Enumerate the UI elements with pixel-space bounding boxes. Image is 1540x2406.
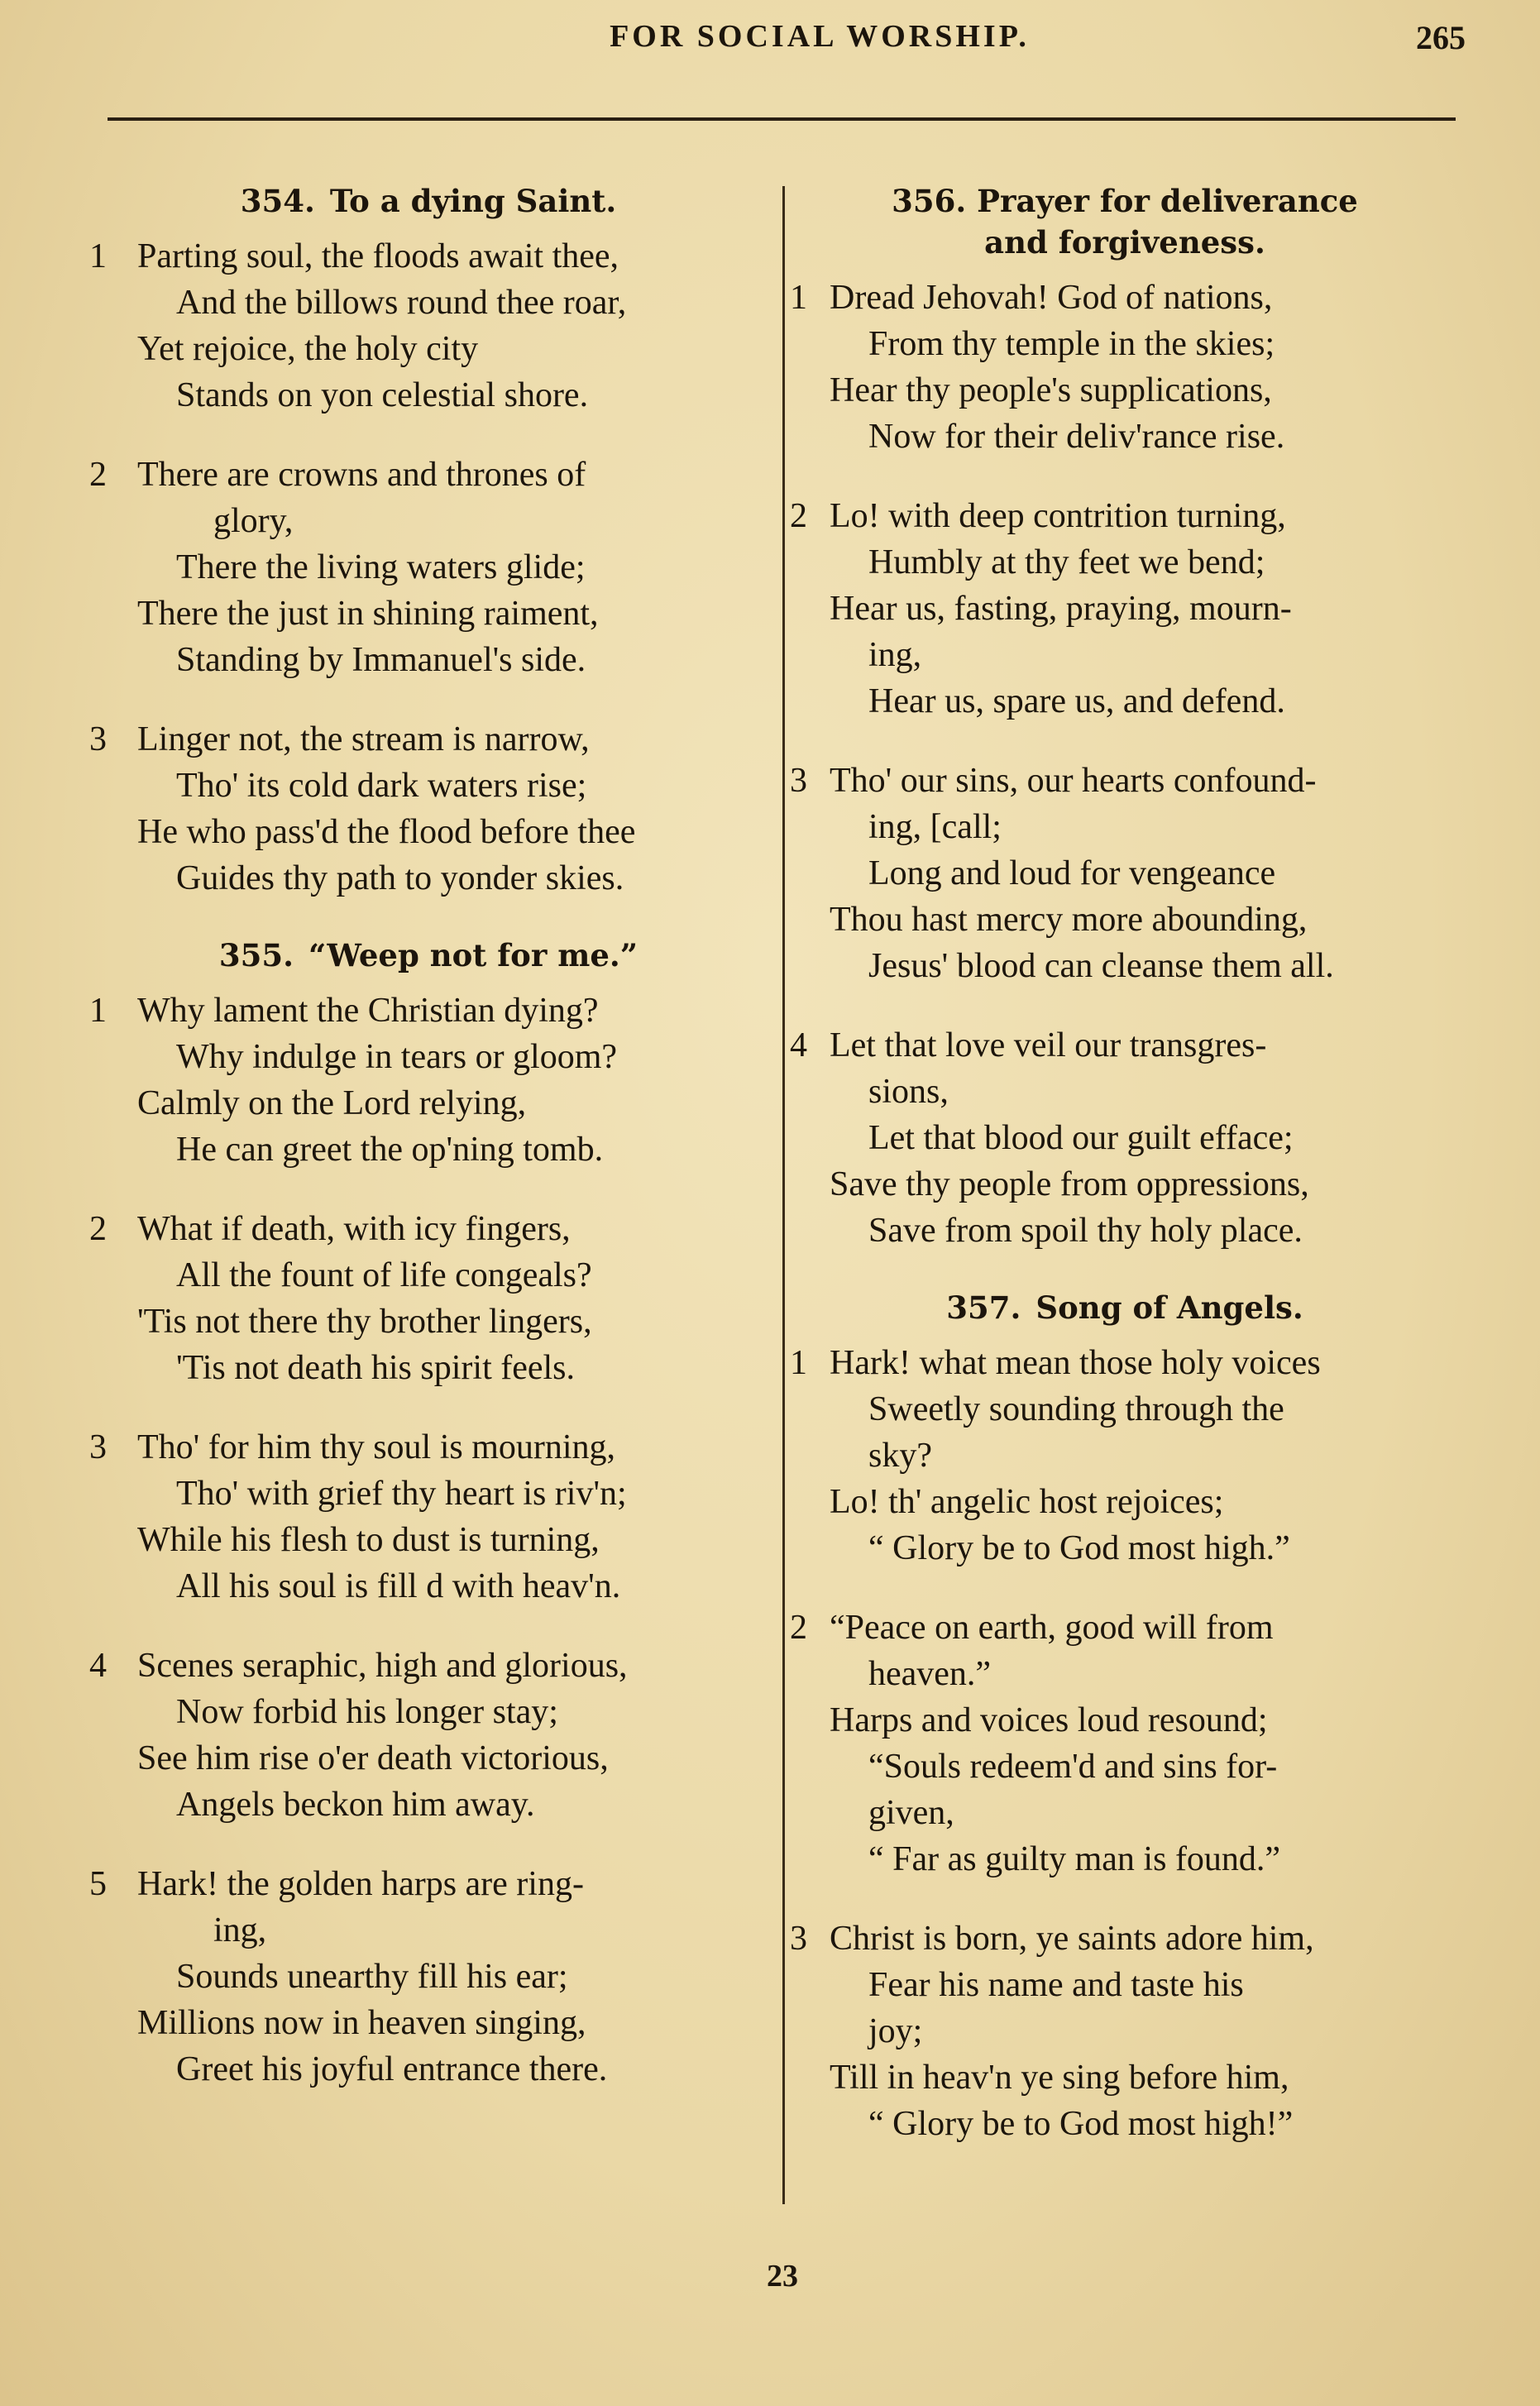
verse [89, 1206, 768, 1391]
verse-line: Guides thy path to yonder skies. [176, 859, 624, 897]
verse-line: Hark! what mean those holy voices [830, 1344, 1321, 1382]
verse-number: 4 [89, 1647, 107, 1685]
verse-line: “ Glory be to God most high!” [868, 2105, 1294, 2143]
left-column [89, 165, 768, 2126]
verse-line: Tho' our sins, our hearts confound- [830, 762, 1317, 800]
verse-line: Angels beckon him away. [176, 1786, 535, 1824]
hymn-title-line: and forgiveness. [984, 224, 1265, 261]
verse-line: Till in heav'n ye sing before him, [830, 2059, 1289, 2097]
verse-line: “Peace on earth, good will from [830, 1609, 1274, 1647]
hymn-title [89, 180, 768, 222]
verse-line: There the living waters glide; [176, 548, 586, 586]
hymn-357 [790, 1287, 1460, 2147]
verse [89, 1861, 768, 2093]
verse-line: ing, [call; [868, 808, 1002, 846]
verse-number: 1 [89, 237, 107, 275]
verse [89, 716, 768, 902]
verse [89, 1424, 768, 1610]
verse-number: 3 [89, 720, 107, 758]
verse-line: There the just in shining raiment, [137, 595, 599, 633]
verse-line: sky? [868, 1437, 932, 1475]
verse-line: Greet his joyful entrance there. [176, 2050, 608, 2088]
page-header [0, 18, 1540, 68]
verse-line: Jesus' blood can cleanse them all. [868, 947, 1334, 985]
verse-line: Lo! with deep contrition turning, [830, 497, 1286, 535]
verse-line: Sounds unearthy fill his ear; [176, 1958, 568, 1996]
running-title: FOR SOCIAL WORSHIP. [610, 19, 1030, 54]
verse-line: Christ is born, ye saints adore him, [830, 1920, 1314, 1958]
verse-line: sions, [868, 1073, 949, 1111]
verse [790, 493, 1460, 725]
verse [89, 233, 768, 419]
verse-line: Humbly at thy feet we bend; [868, 543, 1265, 581]
hymn-title-text: To a dying Saint. [329, 183, 617, 219]
verse [790, 1605, 1460, 1882]
verse-line: There are crowns and thrones of [137, 456, 586, 494]
verse-line: Hark! the golden harps are ring- [137, 1865, 584, 1903]
verse-line: Thou hast mercy more abounding, [830, 901, 1308, 939]
verse-number: 3 [790, 762, 807, 800]
verse-line: Calmly on the Lord relying, [137, 1084, 527, 1122]
hymn-354 [89, 180, 768, 902]
verse-line: Lo! th' angelic host rejoices; [830, 1483, 1224, 1521]
verse [89, 452, 768, 683]
verse-line: “ Glory be to God most high.” [868, 1529, 1290, 1567]
verse-line: 'Tis not death his spirit feels. [176, 1349, 576, 1387]
verse-line: Dread Jehovah! God of nations, [830, 279, 1273, 317]
verse-number: 3 [790, 1920, 807, 1958]
verse-number: 5 [89, 1865, 107, 1903]
verse-line: From thy temple in the skies; [868, 325, 1275, 363]
verse [790, 758, 1460, 989]
verse-line: He can greet the op'ning tomb. [176, 1131, 604, 1169]
hymn-number: 355. [218, 937, 294, 973]
verse-line: Scenes seraphic, high and glorious, [137, 1647, 628, 1685]
verse [89, 1643, 768, 1828]
verse-line: Now for their deliv'rance rise. [868, 418, 1285, 456]
verse-line: Linger not, the stream is narrow, [137, 720, 590, 758]
verse-line: Standing by Immanuel's side. [176, 641, 586, 679]
verse-line: He who pass'd the flood before thee [137, 813, 636, 851]
hymn-title-line: 356. Prayer for deliverance [892, 183, 1358, 219]
header-rule [108, 117, 1456, 121]
verse-line: All the fount of life congeals? [176, 1256, 592, 1294]
verse-line: Now forbid his longer stay; [176, 1693, 558, 1731]
verse [89, 988, 768, 1173]
verse-line: Tho' with grief thy heart is riv'n; [176, 1475, 627, 1513]
verse [790, 1340, 1460, 1571]
verse [790, 275, 1460, 460]
column-divider [782, 186, 785, 2204]
verse-line: Parting soul, the floods await thee, [137, 237, 619, 275]
verse-number: 1 [790, 279, 807, 317]
right-column [790, 165, 1460, 2180]
hymn-title [89, 935, 768, 976]
verse-line: ing, [868, 636, 922, 674]
verse-number: 2 [790, 1609, 807, 1647]
verse-line: Hear us, fasting, praying, mourn- [830, 590, 1292, 628]
verse-number: 2 [790, 497, 807, 535]
verse-line: Let that blood our guilt efface; [868, 1119, 1294, 1157]
verse-line: heaven.” [868, 1655, 992, 1693]
page-number: 265 [1416, 19, 1466, 56]
verse-number: 1 [790, 1344, 807, 1382]
verse-line: Save thy people from oppressions, [830, 1165, 1309, 1203]
hymn-356 [790, 180, 1460, 1254]
verse-number: 3 [89, 1428, 107, 1466]
verse-line: Hear thy people's supplications, [830, 371, 1272, 409]
verse-number: 4 [790, 1026, 807, 1064]
verse-line: “ Far as guilty man is found.” [868, 1840, 1281, 1878]
verse-line: ing, [213, 1911, 267, 1949]
verse-line: “Souls redeem'd and sins for- [868, 1748, 1278, 1786]
verse-line: 'Tis not there thy brother lingers, [137, 1303, 592, 1341]
verse-line: Harps and voices loud resound; [830, 1701, 1268, 1739]
verse-line: joy; [868, 2012, 923, 2050]
hymn-title-text: “Weep not for me.” [308, 937, 638, 973]
verse-line: Hear us, spare us, and defend. [868, 682, 1285, 720]
verse-line: Sweetly sounding through the [868, 1390, 1284, 1428]
verse-line: glory, [213, 502, 294, 540]
verse [790, 1022, 1460, 1254]
hymn-number: 357. [946, 1289, 1021, 1326]
verse-line: All his soul is fill d with heav'n. [176, 1567, 621, 1605]
verse-line: Save from spoil thy holy place. [868, 1212, 1303, 1250]
verse-line: See him rise o'er death victorious, [137, 1739, 609, 1777]
verse-line: Yet rejoice, the holy city [137, 330, 479, 368]
verse-line: And the billows round thee roar, [176, 284, 627, 322]
verse-line: Why indulge in tears or gloom? [176, 1038, 618, 1076]
verse-line: While his flesh to dust is turning, [137, 1521, 600, 1559]
hymn-title-text: Song of Angels. [1035, 1289, 1303, 1326]
hymn-number: 354. [240, 183, 315, 219]
hymn-355 [89, 935, 768, 2093]
signature-mark: 23 [767, 2259, 798, 2294]
verse-line: Tho' its cold dark waters rise; [176, 767, 587, 805]
verse-line: Tho' for him thy soul is mourning, [137, 1428, 616, 1466]
verse-number: 1 [89, 992, 107, 1030]
verse-number: 2 [89, 1210, 107, 1248]
verse-line: Let that love veil our transgres- [830, 1026, 1267, 1064]
verse-line: Fear his name and taste his [868, 1966, 1244, 2004]
hymn-title [790, 1287, 1460, 1328]
verse-line: What if death, with icy fingers, [137, 1210, 571, 1248]
hymn-title [790, 180, 1460, 263]
verse-line: Millions now in heaven singing, [137, 2004, 586, 2042]
verse-line: Stands on yon celestial shore. [176, 376, 589, 414]
verse-line: Long and loud for vengeance [868, 854, 1276, 892]
verse-line: given, [868, 1794, 954, 1832]
verse-number: 2 [89, 456, 107, 494]
verse [790, 1916, 1460, 2147]
verse-line: Why lament the Christian dying? [137, 992, 599, 1030]
